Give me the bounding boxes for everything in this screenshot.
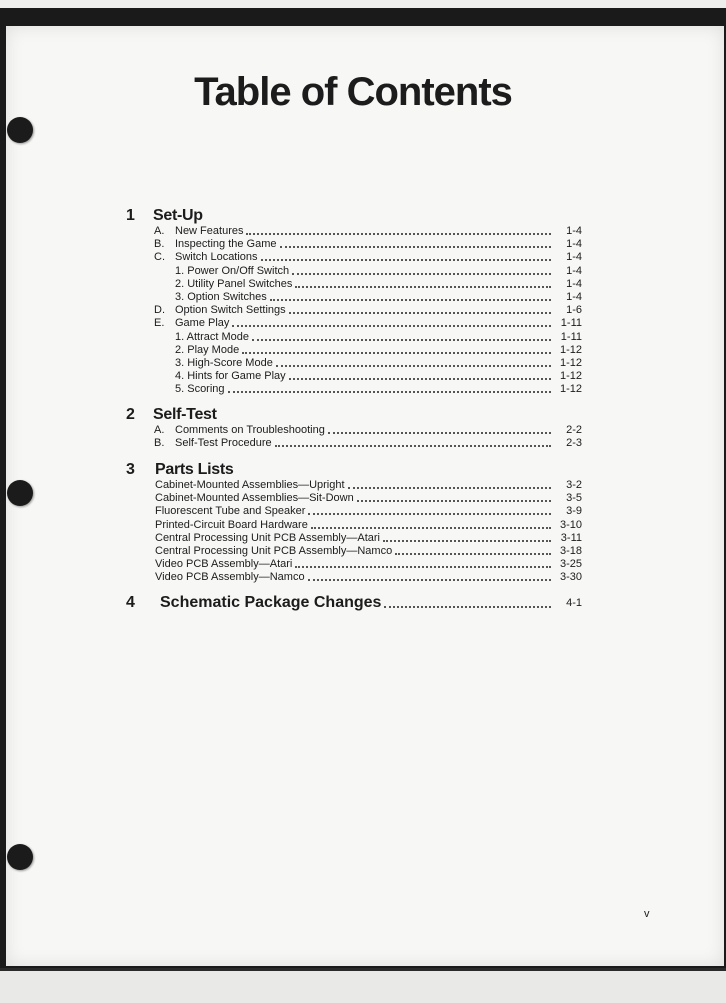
entry-text: Central Processing Unit PCB Assembly—Namco (155, 545, 393, 557)
entry-text: New Features (175, 225, 244, 237)
page-title: Table of Contents (194, 70, 512, 114)
entry-text: 5. Scoring (175, 383, 225, 396)
entry-text: Printed-Circuit Board Hardware (155, 518, 308, 531)
entry-text: 2. Play Mode (175, 343, 240, 356)
dot-leader (357, 500, 551, 502)
entry-page-number: 1-12 (559, 343, 582, 356)
entry-text: 2. Utility Panel Switches (175, 277, 293, 290)
section-number: 2 (126, 406, 135, 423)
entry-page-number: 1-4 (566, 225, 582, 237)
entry-marker: E. (154, 317, 165, 330)
entry-text: Self-Test Procedure (175, 437, 272, 450)
entry-text: Fluorescent Tube and Speaker (155, 505, 306, 518)
toc-entry (155, 505, 582, 518)
entry-text: Schematic Package Changes (160, 594, 382, 611)
dot-leader (261, 259, 551, 261)
dot-leader (232, 325, 551, 327)
section-title: Self-Test (153, 406, 217, 423)
entry-page-number: 3-25 (559, 558, 582, 571)
entry-page-number: 1-12 (559, 357, 582, 369)
section-title: Set-Up (153, 207, 203, 224)
dot-leader (383, 540, 551, 542)
entry-text: Video PCB Assembly—Atari (155, 558, 293, 571)
entry-text: Inspecting the Game (175, 238, 277, 251)
section-number: 4 (126, 594, 135, 611)
section-number: 1 (126, 207, 135, 224)
toc-entry (154, 251, 582, 264)
dot-leader (384, 606, 551, 608)
entry-text: Cabinet-Mounted Assemblies—Sit-Down (155, 492, 354, 505)
toc-entry (175, 291, 582, 304)
scan-top-edge (0, 0, 726, 8)
entry-page-number: 1-4 (566, 277, 582, 290)
toc-entry (154, 225, 582, 238)
binder-hole-middle (7, 480, 33, 506)
dot-leader (252, 339, 551, 341)
toc-entry-schematic-package-changes (160, 593, 582, 613)
dot-leader (246, 233, 551, 235)
entry-text: Option Switch Settings (175, 304, 286, 317)
dot-leader (242, 352, 551, 354)
entry-text: 1. Attract Mode (175, 330, 249, 343)
toc-entry (175, 344, 582, 357)
toc-entry (175, 383, 582, 396)
toc-entry (155, 532, 582, 545)
dot-leader (295, 286, 551, 288)
dot-leader (311, 527, 551, 529)
binder-hole-top (7, 117, 33, 143)
entry-text: Comments on Troubleshooting (175, 424, 325, 436)
entry-text: 3. Option Switches (175, 291, 267, 303)
dot-leader (328, 432, 551, 434)
entry-page-number: 1-12 (559, 383, 582, 396)
dot-leader (395, 553, 551, 555)
toc-entry (155, 571, 582, 584)
dot-leader (275, 445, 551, 447)
entry-page-number: 1-11 (560, 330, 582, 343)
toc-entry (154, 304, 582, 317)
toc-entry (175, 265, 582, 278)
toc-entry (175, 370, 582, 383)
toc-entry (154, 317, 582, 330)
dot-leader (276, 365, 551, 367)
entry-page-number: 4-1 (566, 597, 582, 609)
entry-page-number: 1-11 (560, 317, 582, 330)
page-folio: v (644, 908, 650, 920)
dot-leader (292, 273, 551, 275)
entry-page-number: 3-10 (559, 518, 582, 531)
entry-page-number: 3-9 (566, 505, 582, 518)
entry-page-number: 3-30 (559, 571, 582, 584)
entry-text: Video PCB Assembly—Namco (155, 571, 305, 584)
entry-page-number: 3-11 (560, 531, 582, 544)
entry-text: 3. High-Score Mode (175, 357, 273, 369)
toc-entry (154, 437, 582, 450)
toc-entry (155, 558, 582, 571)
toc-entry (155, 479, 582, 492)
toc-entry (155, 519, 582, 532)
entry-page-number: 1-4 (566, 251, 582, 264)
entry-page-number: 1-6 (566, 304, 582, 317)
entry-text: Switch Locations (175, 251, 258, 264)
entry-page-number: 2-2 (566, 424, 582, 436)
entry-page-number: 1-4 (566, 238, 582, 251)
entry-page-number: 1-12 (559, 370, 582, 383)
dot-leader (308, 513, 551, 515)
entry-marker: A. (154, 225, 165, 237)
entry-text: Central Processing Unit PCB Assembly—Atari (155, 531, 380, 544)
toc-entry (175, 278, 582, 291)
dot-leader (228, 391, 551, 393)
toc-entry (175, 357, 582, 370)
entry-text: 4. Hints for Game Play (175, 370, 286, 383)
entry-page-number: 2-3 (566, 437, 582, 450)
entry-text: Cabinet-Mounted Assemblies—Upright (155, 479, 345, 491)
entry-page-number: 3-5 (566, 492, 582, 505)
binder-hole-bottom (7, 844, 33, 870)
section-number: 3 (126, 461, 135, 478)
toc-entry (175, 331, 582, 344)
dot-leader (348, 487, 551, 489)
scan-bottom-edge (0, 968, 726, 1003)
entry-page-number: 1-4 (566, 264, 582, 277)
section-title: Parts Lists (155, 461, 234, 478)
entry-page-number: 1-4 (566, 291, 582, 303)
entry-text: Game Play (175, 317, 230, 330)
toc-entry (154, 238, 582, 251)
toc-entry (154, 424, 582, 437)
toc-entry (155, 492, 582, 505)
entry-marker: D. (154, 304, 165, 317)
entry-page-number: 3-18 (559, 545, 582, 557)
dot-leader (295, 566, 551, 568)
entry-text: 1. Power On/Off Switch (175, 264, 290, 277)
entry-marker: B. (154, 437, 165, 450)
dot-leader (270, 299, 551, 301)
dot-leader (289, 312, 551, 314)
dot-leader (289, 378, 551, 380)
entry-page-number: 3-2 (566, 479, 582, 491)
entry-marker: A. (154, 424, 165, 436)
dot-leader (308, 579, 551, 581)
dot-leader (280, 246, 551, 248)
entry-marker: C. (154, 251, 165, 264)
toc-entry (155, 545, 582, 558)
entry-marker: B. (154, 238, 165, 251)
